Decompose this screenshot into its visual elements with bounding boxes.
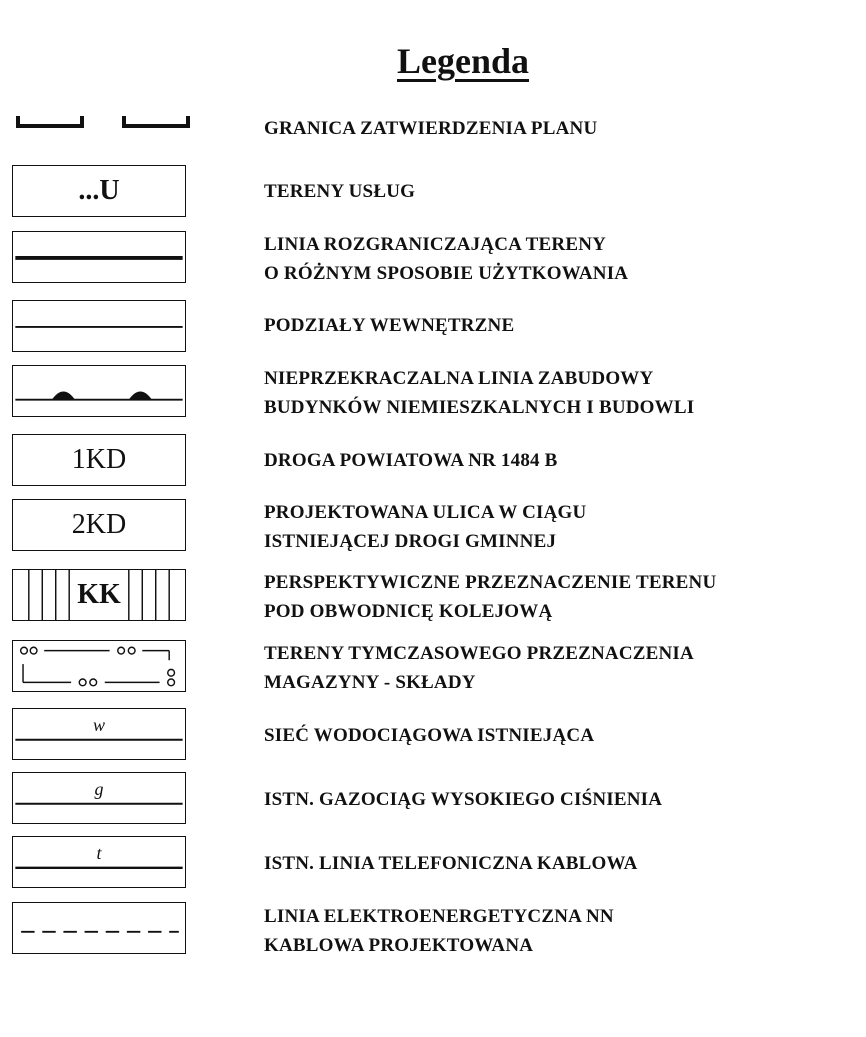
storage-icon <box>13 641 185 691</box>
power-cable-symbol <box>12 902 186 954</box>
symbol-code: g <box>94 779 104 799</box>
symbol-code: w <box>92 715 105 735</box>
label-line: GRANICA ZATWIERDZENIA PLANU <box>264 118 598 139</box>
plan-boundary-icon <box>12 104 186 156</box>
services-symbol <box>12 165 186 217</box>
telephone-cable-symbol <box>12 836 186 888</box>
symbol-code: 2KD <box>71 509 127 540</box>
label-line: POD OBWODNICĘ KOLEJOWĄ <box>264 601 553 622</box>
temporary-storage-symbol <box>12 640 186 692</box>
symbol-code: ...U <box>78 175 120 206</box>
label-line: KABLOWA PROJEKTOWANA <box>264 935 534 956</box>
legend-label-water-supply <box>264 721 854 750</box>
legend-label-planned-street <box>264 498 854 556</box>
legend-label-district-road <box>264 446 854 475</box>
label-line: MAGAZYNY - SKŁADY <box>264 672 476 693</box>
label-line: O RÓŻNYM SPOSOBIE UŻYTKOWANIA <box>264 263 629 284</box>
label-line: PROJEKTOWANA ULICA W CIĄGU <box>264 502 587 523</box>
legend-title: Legenda <box>396 41 529 81</box>
label-line: ISTN. LINIA TELEFONICZNA KABLOWA <box>264 853 638 874</box>
label-line: PODZIAŁY WEWNĘTRZNE <box>264 315 515 336</box>
plan-boundary-symbol <box>12 104 186 156</box>
label-line: NIEPRZEKRACZALNA LINIA ZABUDOWY <box>264 368 654 389</box>
internal-divisions-symbol <box>12 300 186 352</box>
symbol-code: 1KD <box>71 444 127 475</box>
label-line: BUDYNKÓW NIEMIESZKALNYCH I BUDOWLI <box>264 397 695 418</box>
label-line: LINIA ROZGRANICZAJĄCA TERENY <box>264 234 607 255</box>
label-line: DROGA POWIATOWA NR 1484 B <box>264 450 558 471</box>
legend-label-demarcation <box>264 230 854 288</box>
building-line-icon <box>13 366 185 416</box>
legend-label-gas-pipeline <box>264 785 854 814</box>
label-line: SIEĆ WODOCIĄGOWA ISTNIEJĄCA <box>264 725 595 746</box>
legend-label-power-cable <box>264 902 854 960</box>
legend-label-boundary <box>264 114 854 143</box>
building-line-symbol <box>12 365 186 417</box>
label-line: PERSPEKTYWICZNE PRZEZNACZENIE TERENU <box>264 572 717 593</box>
railway-bypass-symbol <box>12 569 186 621</box>
thin-line-icon <box>13 301 185 351</box>
label-line: ISTNIEJĄCEJ DROGI GMINNEJ <box>264 531 557 552</box>
district-road-symbol <box>12 434 186 486</box>
legend-label-railway-bypass <box>264 568 854 626</box>
water-supply-symbol <box>12 708 186 760</box>
label-line: TERENY USŁUG <box>264 181 416 202</box>
thick-line-icon <box>13 232 185 282</box>
planned-street-symbol <box>12 499 186 551</box>
dashed-line-icon <box>13 903 185 953</box>
demarcation-line-symbol <box>12 231 186 283</box>
symbol-code: t <box>96 843 102 863</box>
legend-label-temporary-storage <box>264 639 854 697</box>
legend-label-building-line <box>264 364 854 422</box>
legend-label-internal-divisions <box>264 311 854 340</box>
label-line: LINIA ELEKTROENERGETYCZNA NN <box>264 906 614 927</box>
legend-label-telephone-cable <box>264 849 854 878</box>
label-line: TERENY TYMCZASOWEGO PRZEZNACZENIA <box>264 643 694 664</box>
legend-label-services <box>264 177 854 206</box>
symbol-code: KK <box>77 579 121 610</box>
label-line: ISTN. GAZOCIĄG WYSOKIEGO CIŚNIENIA <box>264 789 663 810</box>
gas-pipeline-symbol <box>12 772 186 824</box>
